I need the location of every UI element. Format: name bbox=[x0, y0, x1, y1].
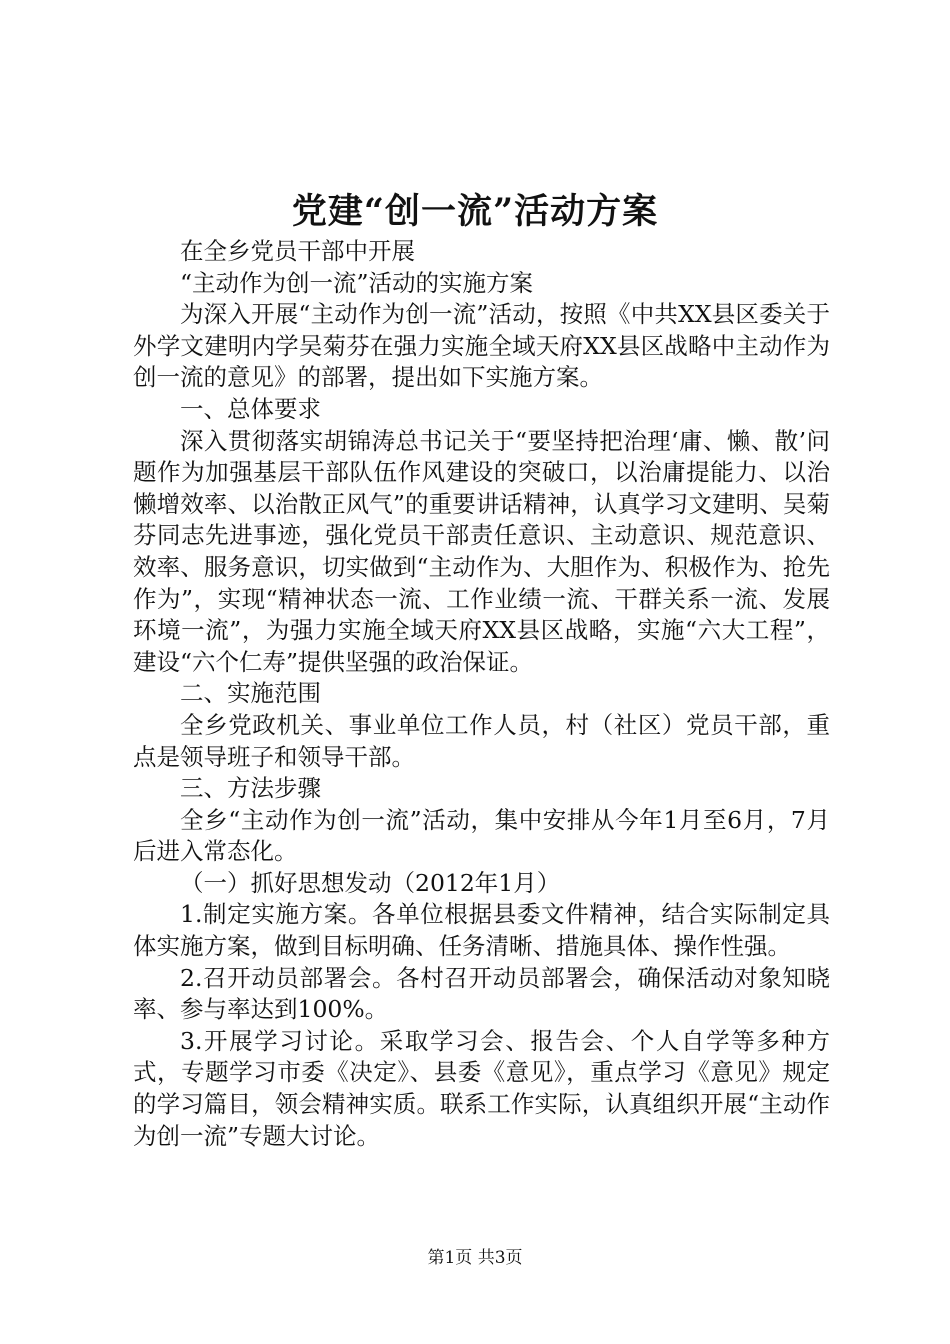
paragraph: 深入贯彻落实胡锦涛总书记关于“要坚持把治理‘庸、懒、散’问题作为加强基层干部队伍作风建设的突破口，以治庸提能力、以治懒增效率、以治散正风气”的重要讲话精神，认真学习文建明、吴菊芬同志先进事迹，强化党员干部责任意识、主动意识、规范意识、效率、服务意识，切实做到“主动作为、大胆作为、积极作为、抢先作为”，实现“精神状态一流、工作业绩一流、干群关系一流、发展环境一流”，为强力实施全域天府XX县区战略，实施“六大工程”，建设“六个仁寿”提供坚强的政治保证。 bbox=[133, 426, 830, 676]
document-title: 党建“创一流”活动方案 bbox=[291, 191, 659, 232]
paragraph: 3.开展学习讨论。采取学习会、报告会、个人自学等多种方式，专题学习市委《决定》、县委《意见》，重点学习《意见》规定的学习篇目，领会精神实质。联系工作实际，认真组织开展“主动作为创一流”专题大讨论。 bbox=[133, 1026, 830, 1150]
paragraph: 全乡党政机关、事业单位工作人员，村（社区）党员干部，重点是领导班子和领导干部。 bbox=[133, 710, 830, 771]
paragraph: 全乡“主动作为创一流”活动，集中安排从今年1月至6月，7月后进入常态化。 bbox=[133, 805, 830, 866]
subsection-heading: （一）抓好思想发动（2012年1月） bbox=[180, 868, 561, 897]
paragraph: 1.制定实施方案。各单位根据县委文件精神，结合实际制定具体实施方案，做到目标明确、任务清晰、措施具体、操作性强。 bbox=[133, 900, 830, 961]
paragraph: 为深入开展“主动作为创一流”活动，按照《中共XX县区委关于外学文建明内学吴菊芬在强力实施全域天府XX县区战略中主动作为创一流的意见》的部署，提出如下实施方案。 bbox=[133, 300, 830, 392]
document-body bbox=[133, 236, 830, 1152]
paragraph: 在全乡党员干部中开展 bbox=[180, 237, 415, 265]
section-heading: 二、实施范围 bbox=[180, 679, 321, 708]
page-footer: 第1页 共3页 bbox=[427, 1248, 523, 1268]
paragraph: “主动作为创一流”活动的实施方案 bbox=[180, 268, 534, 297]
section-heading: 一、总体要求 bbox=[180, 394, 321, 423]
paragraph: 2.召开动员部署会。各村召开动员部署会，确保活动对象知晓率、参与率达到100%。 bbox=[133, 963, 830, 1024]
section-heading: 三、方法步骤 bbox=[180, 774, 321, 803]
